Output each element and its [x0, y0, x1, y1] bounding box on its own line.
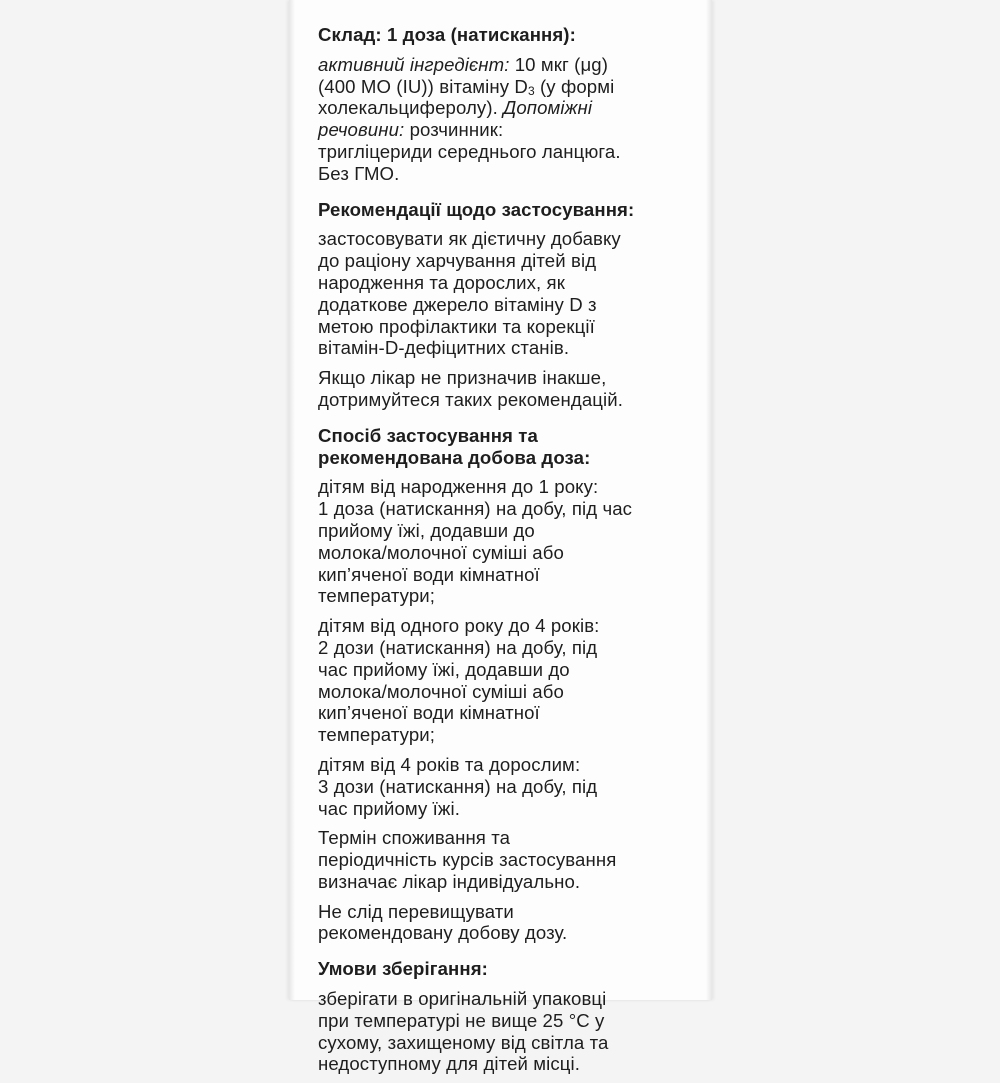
composition-section — [318, 24, 698, 185]
vitamin-subscript: 3 — [527, 83, 535, 98]
text-line: 2 дози (натискання) на добу, під — [318, 636, 598, 658]
dosage-heading-line-2: рекомендована добова доза: — [318, 446, 591, 468]
storage-heading: Умови зберігання: — [318, 958, 488, 980]
text-line: кип’яченої води кімнатної — [318, 563, 540, 585]
text-line: народження та дорослих, як — [318, 271, 565, 293]
recommendations-para-2 — [318, 367, 698, 411]
dosage-heading — [318, 425, 698, 469]
composition-line-5: тригліцериди середнього ланцюга. — [318, 140, 621, 162]
dosage-section — [318, 425, 698, 945]
text-line: Термін споживання та — [318, 827, 511, 849]
storage-text — [318, 988, 698, 1075]
text-line: молока/молочної суміші або — [318, 541, 564, 563]
composition-line-3-text: холекальциферолу). — [318, 97, 504, 119]
dosage-group-infants — [318, 476, 698, 607]
text-line: дітям від одного року до 4 років: — [318, 615, 600, 637]
excipients-label-1: Допоміжні — [503, 97, 593, 119]
label-text — [318, 24, 698, 1083]
text-line: застосовувати як дієтичну добавку — [318, 228, 621, 250]
text-line: зберігати в оригінальній упаковці — [318, 988, 607, 1010]
text-line: метою профілактики та корекції — [318, 315, 595, 337]
composition-line-4-text: розчинник: — [404, 119, 504, 141]
text-line: дітям від 4 років та дорослим: — [318, 753, 581, 775]
text-line: температури; — [318, 724, 436, 746]
text-line: при температурі не вище 25 °C у — [318, 1009, 605, 1031]
active-ingredient-label: активний інгредієнт: — [318, 53, 510, 75]
composition-line-1 — [318, 54, 698, 76]
text-line: прийому їжі, додавши до — [318, 519, 535, 541]
text-line: сухому, захищеному від світла та — [318, 1031, 609, 1053]
dosage-heading-line-1: Спосіб застосування та — [318, 424, 538, 446]
text-line: дотримуйтеся таких рекомендацій. — [318, 388, 623, 410]
excipients-label-2: речовини: — [318, 119, 405, 141]
composition-line-4 — [318, 119, 698, 141]
recommendations-section — [318, 199, 698, 411]
composition-line-6: Без ГМО. — [318, 162, 400, 184]
dosage-term — [318, 827, 698, 892]
text-line: кип’яченої води кімнатної — [318, 702, 540, 724]
text-line: додаткове джерело вітаміну D з — [318, 293, 597, 315]
recommendations-para-1 — [318, 228, 698, 359]
active-ingredient-amount: 10 мкг (μg) — [509, 53, 608, 75]
text-line: дітям від народження до 1 року: — [318, 476, 599, 498]
text-line: температури; — [318, 585, 436, 607]
text-line: час прийому їжі, додавши до — [318, 658, 570, 680]
composition-line-2-tail: (у формі — [534, 75, 615, 97]
text-line: Не слід перевищувати — [318, 900, 514, 922]
composition-heading: Склад: 1 доза (натискання): — [318, 24, 576, 45]
storage-section — [318, 958, 698, 1075]
text-line: вітамін-D-дефіцитних станів. — [318, 337, 570, 359]
dosage-warning — [318, 901, 698, 945]
composition-line-2-text: (400 МО (IU)) вітаміну D — [318, 75, 528, 97]
text-line: визначає лікар індивідуально. — [318, 870, 581, 892]
text-line: недоступному для дітей місці. — [318, 1053, 581, 1075]
recommendations-heading: Рекомендації щодо застосування: — [318, 198, 635, 220]
text-line: молока/молочної суміші або — [318, 680, 564, 702]
text-line: час прийому їжі. — [318, 797, 460, 819]
dosage-group-toddlers — [318, 615, 698, 746]
dosage-group-adults — [318, 754, 698, 819]
text-line: 1 доза (натискання) на добу, під час — [318, 498, 633, 520]
composition-text — [318, 54, 698, 185]
text-line: рекомендовану добову дозу. — [318, 922, 568, 944]
text-line: періодичність курсів застосування — [318, 849, 617, 871]
composition-line-2 — [318, 76, 698, 98]
text-line: 3 дози (натискання) на добу, під — [318, 775, 598, 797]
text-line: до раціону харчування дітей від — [318, 250, 597, 272]
text-line: Якщо лікар не призначив інакше, — [318, 367, 607, 389]
composition-line-3 — [318, 97, 698, 119]
